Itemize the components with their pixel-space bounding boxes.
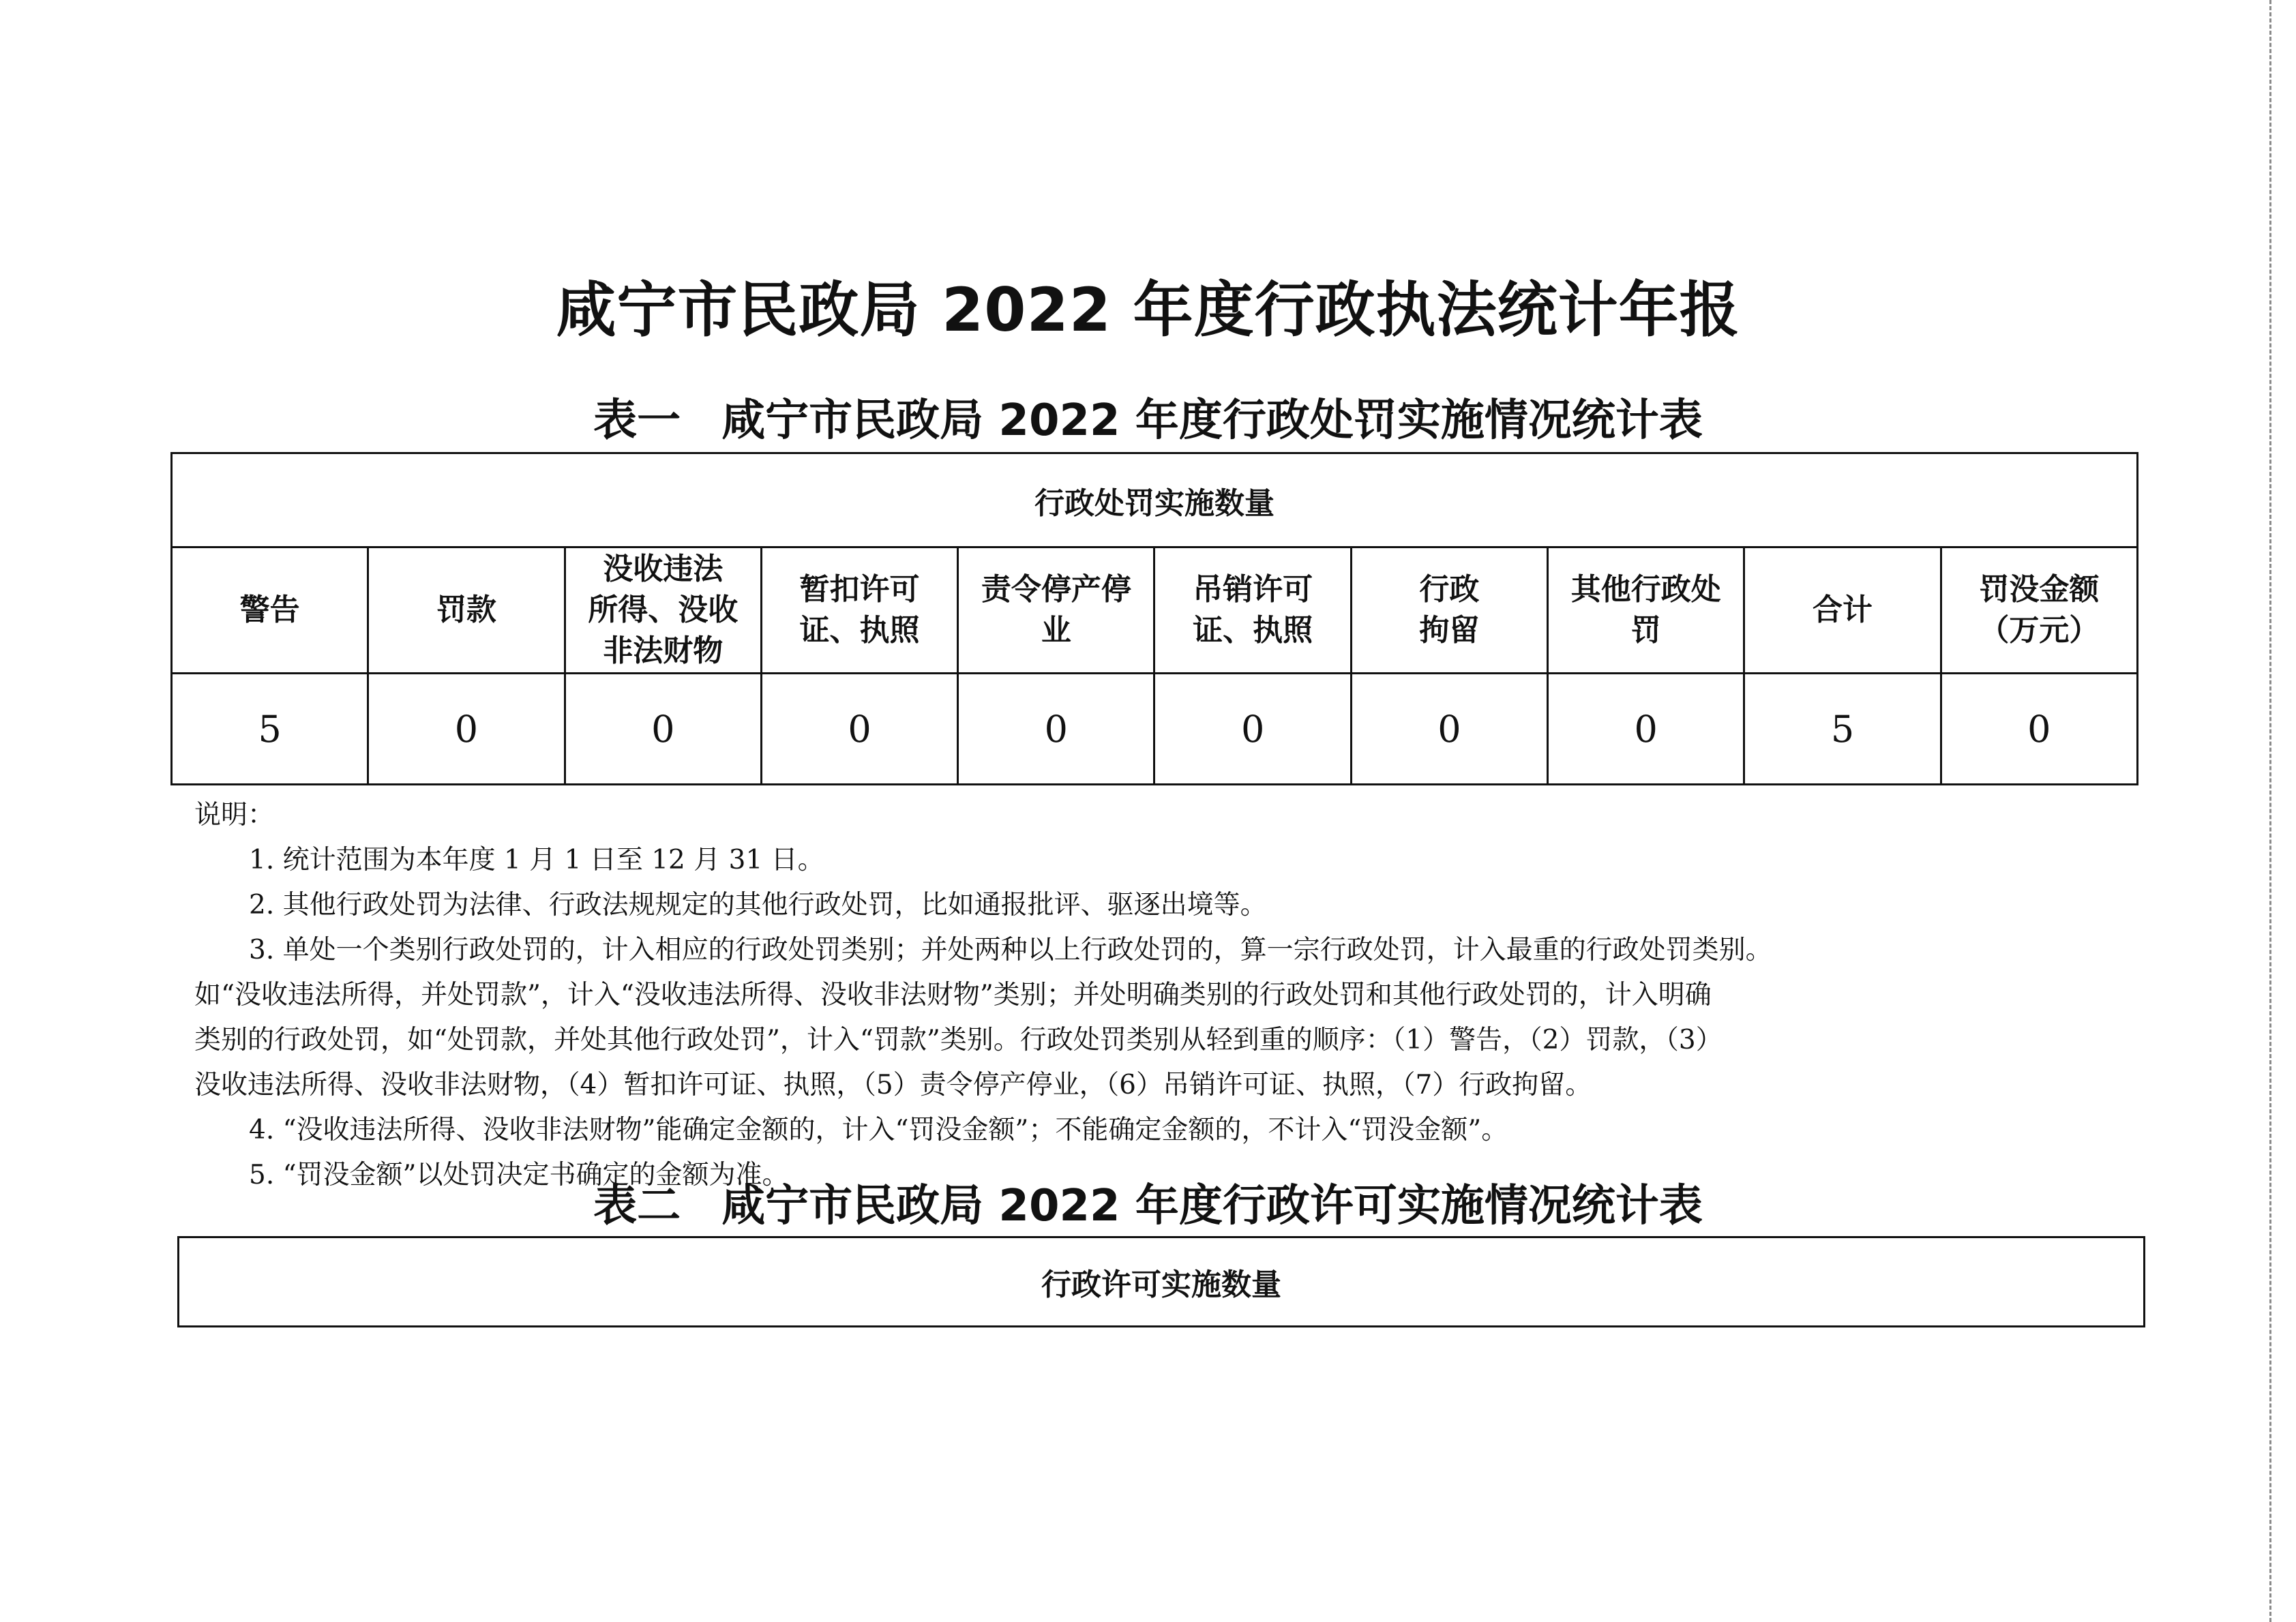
table2-caption-text: 咸宁市民政局 2022 年度行政许可实施情况统计表 bbox=[721, 1181, 1703, 1231]
table1-column-header-line: 罚没金额 bbox=[1979, 572, 2100, 607]
table1-caption bbox=[0, 392, 2296, 449]
note-item-5: 5. “罚没金额”以处罚决定书确定的金额为准。 bbox=[249, 1160, 789, 1190]
table1-value-cell-6: 0 bbox=[1154, 674, 1351, 785]
table1-column-header-row bbox=[172, 547, 2138, 674]
table1-column-header-2 bbox=[368, 547, 565, 674]
table1-column-header-line: 罚 bbox=[1630, 613, 1661, 648]
note-item-4: 4. “没收违法所得、没收非法财物”能确定金额的，计入“罚没金额”；不能确定金额的，不计入“罚没金额”。 bbox=[249, 1115, 1508, 1145]
table2-caption-label: 表二 bbox=[593, 1181, 681, 1231]
page-edge-dashed-line bbox=[2269, 0, 2271, 1622]
table1-column-header-8 bbox=[1548, 547, 1744, 674]
table1-column-header-line: 没收违法 bbox=[603, 552, 724, 586]
table1-group-row bbox=[172, 453, 2138, 547]
table1-group-header: 行政处罚实施数量 bbox=[172, 453, 2138, 547]
table1-column-header-line: （万元） bbox=[1979, 613, 2100, 648]
table1-column-header-line: 拘留 bbox=[1419, 613, 1480, 648]
note-item-3-cont-1: 如“没收违法所得，并处罚款”，计入“没收违法所得、没收非法财物”类别；并处明确类别的行政处罚和其他行政处罚的，计入明确 bbox=[194, 980, 1712, 1010]
table1-column-header-9 bbox=[1744, 547, 1941, 674]
table1-value-cell-4: 0 bbox=[761, 674, 957, 785]
table1-value-cell-3: 0 bbox=[565, 674, 761, 785]
table1-column-header-4 bbox=[761, 547, 957, 674]
table2-caption bbox=[0, 1177, 2296, 1235]
table1-column-header-line: 行政 bbox=[1419, 572, 1480, 607]
table1-column-header-10 bbox=[1941, 547, 2137, 674]
table1-column-header-line: 罚款 bbox=[436, 592, 496, 627]
table1-column-header-line: 证、执照 bbox=[799, 613, 920, 648]
table1-column-header-line: 责令停产停 bbox=[981, 572, 1131, 607]
table1-value-cell-5: 0 bbox=[958, 674, 1154, 785]
table1-column-header-6 bbox=[1154, 547, 1351, 674]
table1-column-header-line: 其他行政处 bbox=[1570, 572, 1721, 607]
notes-section bbox=[194, 793, 2145, 1198]
table1-value-row bbox=[172, 674, 2138, 785]
table1-value-cell-10: 0 bbox=[1941, 674, 2137, 785]
note-item-1: 1. 统计范围为本年度 1 月 1 日至 12 月 31 日。 bbox=[249, 845, 824, 875]
table1-column-header-line: 暂扣许可 bbox=[799, 572, 920, 607]
table1-column-header-3 bbox=[565, 547, 761, 674]
table1-column-header-line: 所得、没收 bbox=[588, 592, 739, 627]
table1-value-cell-8: 0 bbox=[1548, 674, 1744, 785]
penalty-stats-table bbox=[170, 452, 2138, 785]
note-item-2: 2. 其他行政处罚为法律、行政法规规定的其他行政处罚，比如通报批评、驱逐出境等。 bbox=[249, 890, 1267, 920]
table1-caption-label: 表一 bbox=[593, 395, 681, 446]
table1-column-header-line: 警告 bbox=[239, 592, 300, 627]
table1-column-header-line: 合计 bbox=[1813, 592, 1873, 627]
table1-column-header-7 bbox=[1351, 547, 1547, 674]
note-item-3-cont-3: 没收违法所得、没收非法财物，（4）暂扣许可证、执照，（5）责令停产停业，（6）吊销许可证、执照，（7）行政拘留。 bbox=[194, 1070, 1592, 1100]
table2-group-row bbox=[179, 1237, 2145, 1327]
note-item-3-cont-2: 类别的行政处罚，如“处罚款，并处其他行政处罚”，计入“罚款”类别。行政处罚类别从轻到重的顺序：（1）警告，（2）罚款，（3） bbox=[194, 1025, 1723, 1055]
table1-column-header-line: 非法财物 bbox=[603, 633, 724, 668]
table1-column-header-line: 吊销许可 bbox=[1193, 572, 1313, 607]
table1-column-header-line: 业 bbox=[1041, 613, 1071, 648]
report-title: 咸宁市民政局 2022 年度行政执法统计年报 bbox=[556, 275, 1740, 345]
license-stats-table bbox=[177, 1236, 2145, 1327]
table1-column-header-line: 证、执照 bbox=[1193, 613, 1313, 648]
table1-column-header-1 bbox=[172, 547, 368, 674]
table1-caption-text: 咸宁市民政局 2022 年度行政处罚实施情况统计表 bbox=[721, 395, 1703, 446]
table2-group-header: 行政许可实施数量 bbox=[179, 1237, 2145, 1327]
notes-heading: 说明： bbox=[194, 800, 275, 830]
table1-value-cell-7: 0 bbox=[1351, 674, 1547, 785]
table1-value-cell-9: 5 bbox=[1744, 674, 1941, 785]
table1-value-cell-2: 0 bbox=[368, 674, 565, 785]
note-item-3: 3. 单处一个类别行政处罚的，计入相应的行政处罚类别；并处两种以上行政处罚的，算一宗行政处罚，计入最重的行政处罚类别。 bbox=[249, 935, 1772, 965]
table1-column-header-5 bbox=[958, 547, 1154, 674]
table1-value-cell-1: 5 bbox=[172, 674, 368, 785]
